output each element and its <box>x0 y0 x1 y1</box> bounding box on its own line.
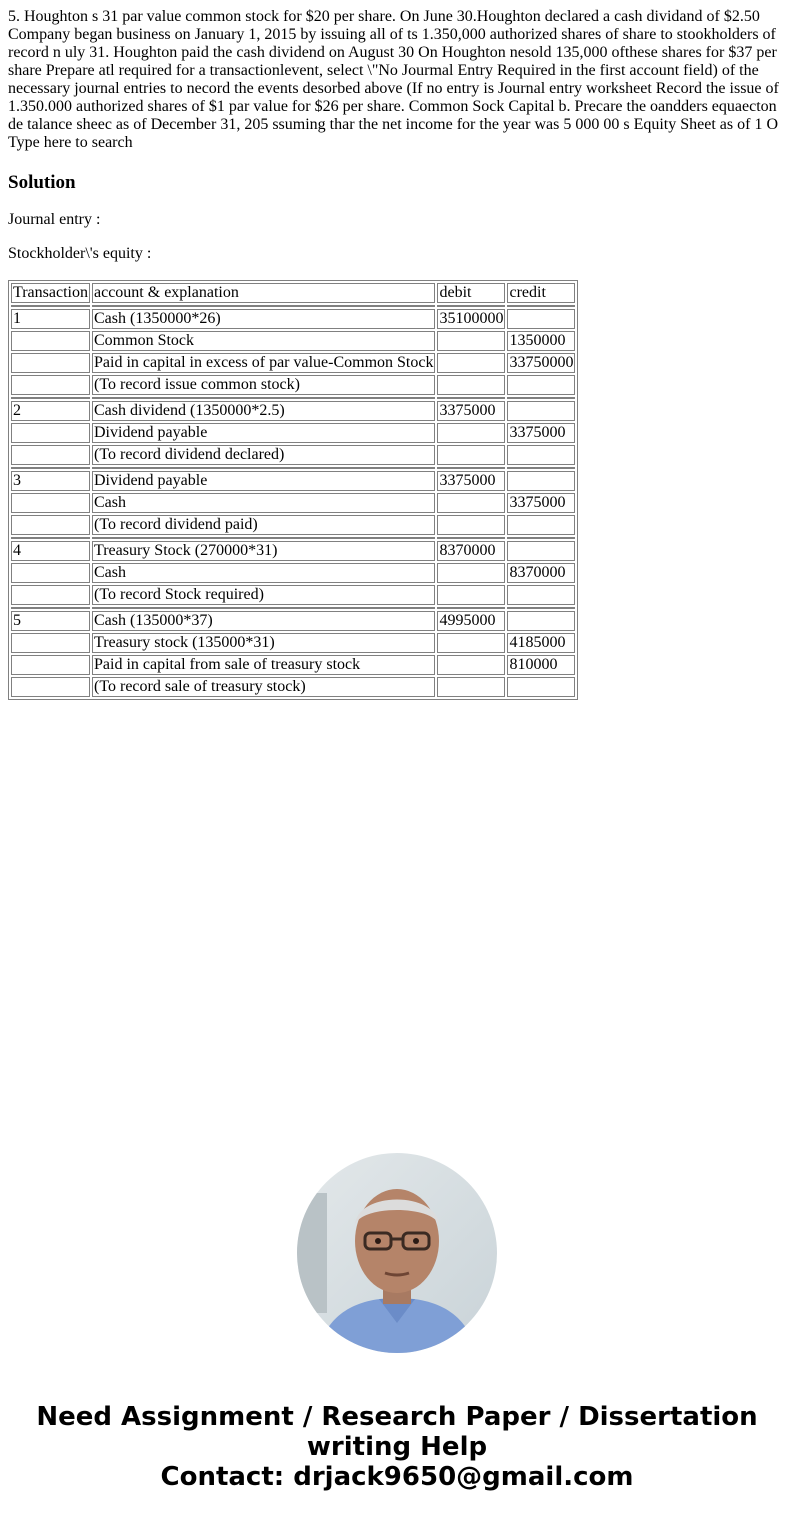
credit-cell: 3375000 <box>507 423 575 443</box>
debit-cell <box>437 331 505 351</box>
table-header-row <box>11 283 575 303</box>
separator-cell <box>92 537 435 539</box>
table-row <box>11 611 575 631</box>
transaction-cell: 5 <box>11 611 90 631</box>
debit-cell <box>437 655 505 675</box>
table-row <box>11 633 575 653</box>
account-cell: (To record dividend paid) <box>92 515 435 535</box>
banner-line-2: writing Help <box>306 1432 488 1462</box>
question-text: 5. Houghton s 31 par value common stock for $20 per share. On June 30.Houghton declared a cash dividand of $2.50 Company began business on January 1, 2015 by issuing all of ts 1.350,000 authorized shares of share to stookholders of record n uly 31. Houghton paid the cash dividend on August 30 On Houghton nesold 135,000 ofthese shares for $37 per share Prepare atl required for a transactionlevent, select \"No Jourmal Entry Required in the first account field) of the necessary journal entries to necord the events desorbed above (If no entry is Journal entry worksheet Record the issue of 1.350.000 authorized shares of $1 par value for $26 per share. Common Sock Capital b. Precare the oandders equaecton de talance sheec as of December 31, 205 ssuming thar the net income for the year was 5 000 00 s Equity Sheet as of 1 O Type here to search <box>8 8 779 151</box>
separator-cell <box>11 397 90 399</box>
credit-cell <box>507 445 575 465</box>
account-cell: Cash <box>92 493 435 513</box>
account-cell: Cash (135000*37) <box>92 611 435 631</box>
page-content <box>0 0 794 700</box>
table-row <box>11 677 575 697</box>
account-cell: Dividend payable <box>92 471 435 491</box>
table-row <box>11 563 575 583</box>
credit-cell: 4185000 <box>507 633 575 653</box>
account-cell: Common Stock <box>92 331 435 351</box>
separator-cell <box>437 537 505 539</box>
author-photo <box>297 1153 497 1353</box>
account-cell: (To record Stock required) <box>92 585 435 605</box>
separator-cell <box>437 305 505 307</box>
credit-cell: 8370000 <box>507 563 575 583</box>
transaction-cell: 1 <box>11 309 90 329</box>
table-separator-row <box>11 305 575 307</box>
table-row <box>11 401 575 421</box>
header-credit: credit <box>507 283 575 303</box>
credit-cell <box>507 541 575 561</box>
transaction-cell <box>11 445 90 465</box>
transaction-cell <box>11 585 90 605</box>
account-cell: Cash <box>92 563 435 583</box>
debit-cell <box>437 375 505 395</box>
header-debit: debit <box>437 283 505 303</box>
table-row <box>11 493 575 513</box>
transaction-cell: 2 <box>11 401 90 421</box>
transaction-cell: 4 <box>11 541 90 561</box>
transaction-cell <box>11 633 90 653</box>
header-transaction: Transaction <box>11 283 90 303</box>
account-cell: Dividend payable <box>92 423 435 443</box>
separator-cell <box>507 397 575 399</box>
debit-cell <box>437 353 505 373</box>
banner-line-3: Contact: drjack9650@gmail.com <box>160 1462 634 1492</box>
table-row <box>11 375 575 395</box>
credit-cell: 810000 <box>507 655 575 675</box>
credit-cell <box>507 309 575 329</box>
separator-cell <box>11 467 90 469</box>
debit-cell <box>437 585 505 605</box>
credit-cell <box>507 677 575 697</box>
debit-cell: 8370000 <box>437 541 505 561</box>
account-cell: Cash (1350000*26) <box>92 309 435 329</box>
transaction-cell: 3 <box>11 471 90 491</box>
debit-cell <box>437 515 505 535</box>
transaction-cell <box>11 353 90 373</box>
debit-cell <box>437 563 505 583</box>
banner-line-1: Need Assignment / Research Paper / Dissertation <box>36 1402 758 1432</box>
debit-cell: 35100000 <box>439 310 504 327</box>
table-row <box>11 353 575 373</box>
separator-cell <box>92 305 435 307</box>
debit-cell <box>437 445 505 465</box>
separator-cell <box>92 607 435 609</box>
debit-cell: 4995000 <box>437 611 505 631</box>
table-separator-row <box>11 537 575 539</box>
separator-cell <box>92 397 435 399</box>
header-account: account & explanation <box>92 283 435 303</box>
separator-cell <box>507 467 575 469</box>
table-row <box>11 541 575 561</box>
separator-cell <box>11 607 90 609</box>
table-separator-row <box>11 607 575 609</box>
table-row <box>11 445 575 465</box>
credit-cell <box>507 585 575 605</box>
journal-entry-table <box>8 280 578 700</box>
transaction-cell <box>11 331 90 351</box>
separator-cell <box>507 305 575 307</box>
account-cell: (To record dividend declared) <box>92 445 435 465</box>
credit-cell: 3375000 <box>507 493 575 513</box>
credit-cell <box>507 515 575 535</box>
table-row <box>11 585 575 605</box>
account-cell: (To record sale of treasury stock) <box>92 677 435 697</box>
transaction-cell <box>11 677 90 697</box>
account-cell: Paid in capital in excess of par value-Common Stock <box>94 354 434 371</box>
separator-cell <box>92 467 435 469</box>
transaction-cell <box>11 563 90 583</box>
transaction-cell <box>11 655 90 675</box>
contact-banner <box>0 1402 794 1492</box>
credit-cell <box>507 471 575 491</box>
table-row <box>11 515 575 535</box>
table-row <box>11 331 575 351</box>
debit-cell <box>437 633 505 653</box>
author-avatar <box>297 1153 497 1353</box>
transaction-cell <box>11 493 90 513</box>
table-separator-row <box>11 397 575 399</box>
solution-heading: Solution <box>8 172 76 193</box>
credit-cell: 33750000 <box>509 354 574 371</box>
separator-cell <box>437 607 505 609</box>
transaction-cell <box>11 375 90 395</box>
journal-entry-label: Journal entry : <box>8 211 101 228</box>
transaction-cell <box>11 515 90 535</box>
debit-cell <box>437 493 505 513</box>
account-cell: Treasury Stock (270000*31) <box>92 541 435 561</box>
separator-cell <box>507 537 575 539</box>
debit-cell: 3375000 <box>437 471 505 491</box>
table-row <box>11 423 575 443</box>
account-cell: (To record issue common stock) <box>92 375 435 395</box>
stockholders-equity-label: Stockholder\'s equity : <box>8 245 152 262</box>
debit-cell: 3375000 <box>437 401 505 421</box>
table-row <box>11 655 575 675</box>
debit-cell <box>437 423 505 443</box>
table-separator-row <box>11 467 575 469</box>
separator-cell <box>437 467 505 469</box>
separator-cell <box>11 537 90 539</box>
account-cell: Cash dividend (1350000*2.5) <box>92 401 435 421</box>
table-row <box>11 471 575 491</box>
separator-cell <box>507 607 575 609</box>
debit-cell <box>437 677 505 697</box>
credit-cell: 1350000 <box>507 331 575 351</box>
account-cell: Paid in capital from sale of treasury stock <box>92 655 435 675</box>
account-cell: Treasury stock (135000*31) <box>92 633 435 653</box>
credit-cell <box>507 401 575 421</box>
credit-cell <box>507 611 575 631</box>
transaction-cell <box>11 423 90 443</box>
table-row <box>11 309 575 329</box>
separator-cell <box>11 305 90 307</box>
separator-cell <box>437 397 505 399</box>
credit-cell <box>507 375 575 395</box>
